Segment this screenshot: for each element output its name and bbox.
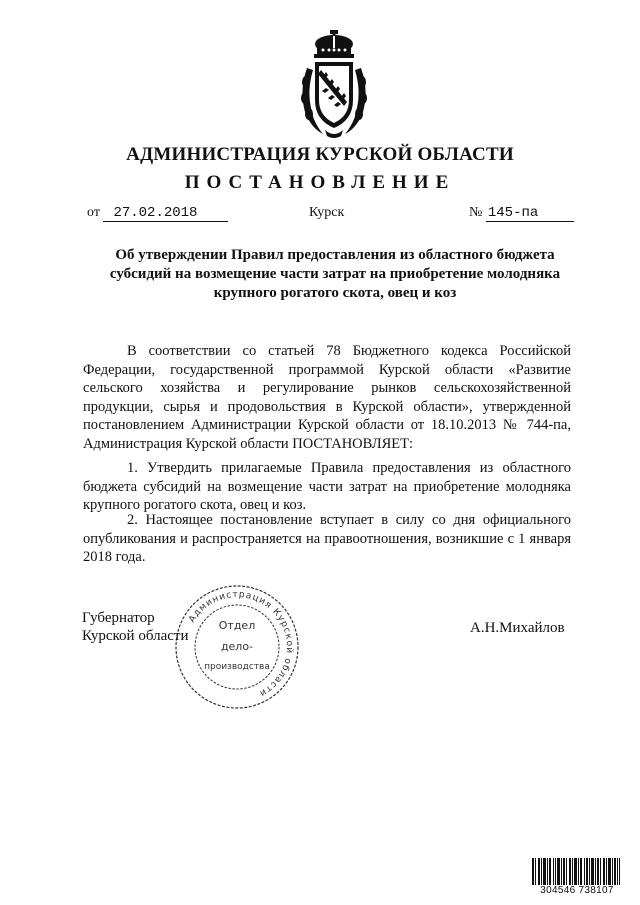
item-1-paragraph: 1. Утвердить прилагаемые Правила предоставления из областного бюджета субсидий на возмещение части затрат на приобретение молодняка крупного рогатого скота, овец и коз. [83,460,571,513]
signatory-position-line-1: Губернатор [82,610,155,626]
document-type: ПОСТАНОВЛЕНИЕ [184,172,456,193]
stamp-line-2: дело- [220,640,254,653]
document-number: 145-па [486,206,574,222]
number-prefix: № [469,205,483,220]
document-title: Об утверждении Правил предоставления из областного бюджета субсидий на возмещение части затрат на приобретение молодняка крупного рогатого скота, овец и коз [109,247,561,301]
organization-name: АДМИНИСТРАЦИЯ КУРСКОЙ ОБЛАСТИ [126,144,514,165]
stamp-line-1: Отдел [218,619,256,632]
coat-of-arms-emblem [297,30,371,140]
document-date: 27.02.2018 [103,206,228,222]
signatory-name: А.Н.Михайлов [470,620,565,636]
date-prefix: от [87,205,100,220]
preamble-paragraph: В соответствии со статьей 78 Бюджетного кодекса Российской Федерации, государственной программой Курской области «Развитие сельского хозяйства и регулирование рынков сельскохозяйственной продукции, сырья и продовольствия в Курской области», утвержденной постановлением Администрации Курской области от 18.10.2013 № 744-па, Администрация Курской области ПОСТАНОВЛЯЕТ: [83,343,571,452]
office-stamp [173,583,301,711]
stamp-ring-text: Администрация Курской области [187,589,295,699]
city: Курск [309,205,345,220]
number-line [469,205,574,222]
barcode-number: 304546 738107 [532,885,622,896]
stamp-line-3: производства [204,662,270,672]
signatory-position [82,610,188,645]
date-line [87,205,228,222]
item-2-paragraph: 2. Настоящее постановление вступает в силу со дня официального опубликования и распространяется на правоотношения, возникшие с 1 января 2018 года. [83,512,571,565]
signatory-position-line-2: Курской области [82,627,189,644]
